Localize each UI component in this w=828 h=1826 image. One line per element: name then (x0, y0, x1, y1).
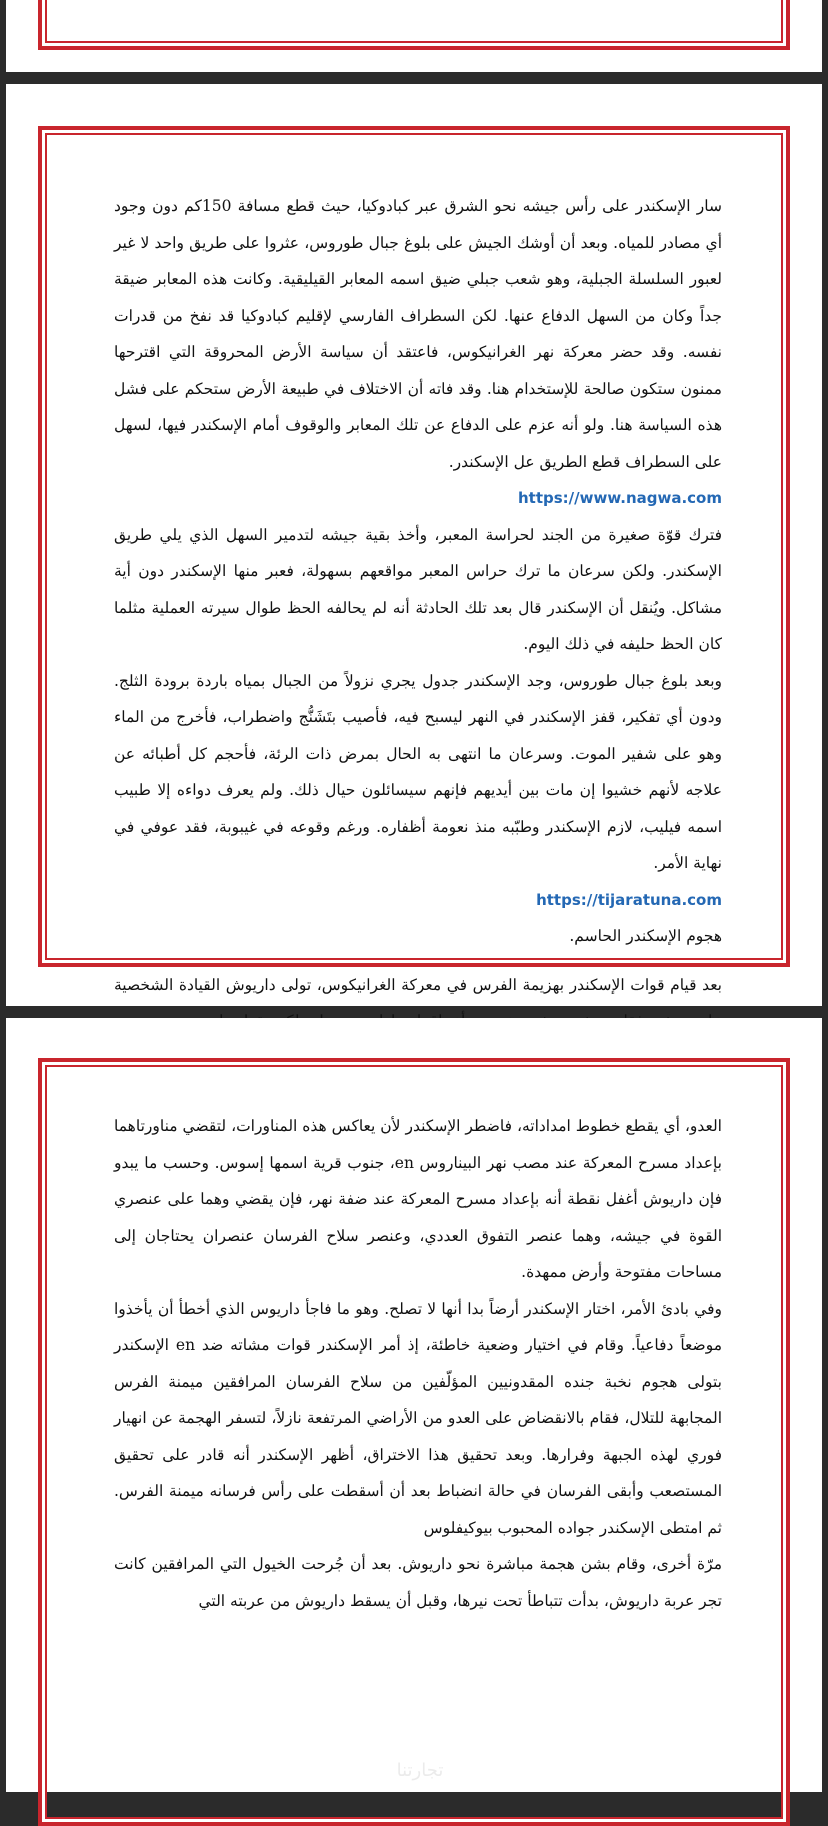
page-1-border (38, 0, 790, 50)
watermark-logo: تجارتنا (396, 1760, 444, 1781)
page-2-text (114, 188, 722, 1040)
paragraph: بعد قيام قوات الإسكندر بهزيمة الفرس في معركة الغرانيكوس، تولى داريوش القيادة الشخصية (114, 975, 722, 994)
paragraph: العدو، أي يقطع خطوط امداداته، فاضطر الإسكندر لأن يعاكس هذه المناورات، لتقضي مناورتاهما بإعداد مسرح المعركة عند مصب نهر البيناروس en، جنوب قرية اسمها إسوس. وحسب ما يبدو فإن داريوش أغفل نقطة أنه بإعداد مسرح المعركة عند ضفة نهر، فإن يقضي وهما على عنصري القوة في جيشه، وهما عنصر التفوق العددي، وعنصر سلاح الفرسان عنصران يحتاجان إلى مساحات مفتوحة وأرض ممهدة. (114, 1117, 722, 1281)
link-tijaratuna[interactable]: https://tijaratuna.com (536, 890, 722, 909)
page-1-fragment (6, 0, 822, 72)
paragraph: وبعد بلوغ جبال طوروس، وجد الإسكندر جدول يجري نزولاً من الجبال بمياه باردة برودة الثلج. ودون أي تفكير، قفز الإسكندر في النهر ليسبح فيه، فأصيب بتَشَنُّج واضطراب، فأخرج من الماء وهو على شفير الموت. وسرعان ما انتهى به الحال بمرض ذات الرئة، فأحجم كل أطبائه عن علاجه لأنهم خشيوا إن مات بين أيديهم فإنهم سيسائلون حيال ذلك. ولم يعرف دواءه إلا طبيب اسمه فيليب، لازم الإسكندر وطبّبه منذ نعومة أظفاره. ورغم وقوعه في غيبوبة، فقد عوفي في نهاية الأمر. (114, 671, 722, 872)
paragraph: فترك قوّة صغيرة من الجند لحراسة المعبر، وأخذ بقية جيشه لتدمير السهل الذي يلي طريق الإسكندر. ولكن سرعان ما ترك حراس المعبر مواقعهم بسهولة، فعبر منها الإسكندر دون أية مشاكل. ويُنقل أن الإسكندر قال بعد تلك الحادثة أنه لم يحالفه الحظ طوال سيرته العملية مثلما كان الحظ حليفه في ذلك اليوم. (114, 525, 722, 653)
page-3-text (114, 1108, 722, 1619)
section-heading: هجوم الإسكندر الحاسم. (569, 927, 722, 945)
paragraph: مرّة أخرى، وقام بشن هجمة مباشرة نحو داريوش. بعد أن جُرحت الخيول التي المرافقين كانت تجر عربة داريوش، بدأت تتباطأ تحت نيرها، وقبل أن يسقط داريوش من عربته التي (114, 1555, 722, 1610)
page-2 (6, 84, 822, 1006)
paragraph: سار الإسكندر على رأس جيشه نحو الشرق عبر كبادوكيا، حيث قطع مسافة 150كم دون وجود أي مصادر للمياه. وبعد أن أوشك الجيش على بلوغ جبال طوروس، عثروا على طريق واحد لا غير لعبور السلسلة الجبلية، وهو شعب جبلي ضيق اسمه المعابر القيليقية. وكانت هذه المعابر ضيقة جداً وكان من السهل الدفاع عنها. لكن السطراف الفارسي لإقليم كبادوكيا قد نفخ من قدرات نفسه. وقد حضر معركة نهر الغرانيكوس، فاعتقد أن سياسة الأرض المحروقة التي اقترحها ممنون ستكون صالحة للإستخدام هنا. وقد فاته أن الاختلاف في طبيعة الأرض ستحكم على فشل هذه السياسة هنا. ولو أنه عزم على الدفاع عن تلك المعابر والوقوف أمام الإسكندر فيها، لسهل على السطراف قطع الطريق عل الإسكندر. (114, 197, 723, 471)
paragraph: وفي بادئ الأمر، اختار الإسكندر أرضاً بدا أنها لا تصلح. وهو ما فاجأ داريوس الذي أخطأ أن يأخذوا موضعاً دفاعياً. وقام في اختيار وضعية خاطئة، إذ أمر الإسكندر قوات مشاته ضد en الإسكندر بتولى هجوم نخبة جنده المقدونيين المؤلّفين من سلاح الفرسان المرافقين ميمنة الفرس المجابهة للتلال، فقام بالانقضاض على العدو من الأراضي المرتفعة نازلاً، لتسفر الهجمة عن انهيار فوري لهذه الجبهة وفرارها. وبعد تحقيق هذا الاختراق، أظهر الإسكندر أنه قادر على تحقيق المستصعب وأبقى الفرسان في حالة انضباط بعد أن أسقطت على رأس فرسانه ميمنة الفرس. ثم امتطى الإسكندر جواده المحبوب بيوكيفلوس (114, 1299, 722, 1537)
link-nagwa[interactable]: https://www.nagwa.com (518, 489, 722, 507)
page-3 (6, 1018, 822, 1792)
